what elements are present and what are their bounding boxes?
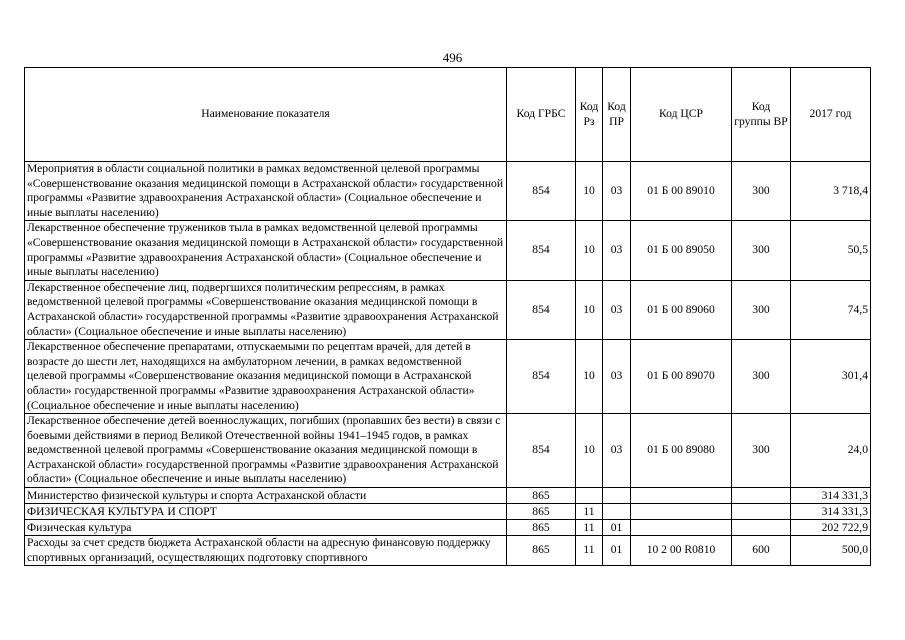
row-vr: 300 (732, 221, 791, 280)
row-rz (576, 488, 603, 504)
row-csr (631, 488, 732, 504)
row-amount: 50,5 (791, 221, 871, 280)
page-number: 496 (442, 50, 463, 65)
row-vr (732, 520, 791, 536)
row-vr: 300 (732, 340, 791, 414)
row-csr: 01 Б 00 89060 (631, 280, 732, 339)
table-row (25, 488, 871, 504)
row-name: Лекарственное обеспечение препаратами, отпускаемыми по рецептам врачей, для детей в возрасте до шести лет, находящихся на амбулаторном лечении, в рамках ведомственной целевой программы «Совершенствование оказания медицинской помощи в Астраханской области» государственной программы «Развитие здравоохранения Астраханской области» (Социальное обеспечение и иные выплаты населению) (25, 340, 507, 414)
row-vr: 600 (732, 536, 791, 566)
row-pr: 03 (603, 162, 631, 221)
row-amount: 202 722,9 (791, 520, 871, 536)
row-name: Мероприятия в области социальной политики в рамках ведомственной целевой программы «Совершенствование оказания медицинской помощи в Астраханской области» государственной программы «Развитие здравоохранения Астраханской области» (Социальное обеспечение и иные выплаты населению) (25, 162, 507, 221)
row-csr: 01 Б 00 89070 (631, 340, 732, 414)
row-vr (732, 488, 791, 504)
row-amount: 314 331,3 (791, 488, 871, 504)
row-pr: 01 (603, 520, 631, 536)
row-name: ФИЗИЧЕСКАЯ КУЛЬТУРА И СПОРТ (25, 504, 507, 520)
row-grbs: 865 (507, 536, 576, 566)
row-name: Лекарственное обеспечение тружеников тыла в рамках ведомственной целевой программы «Совершенствование оказания медицинской помощи в Астраханской области» государственной программы «Развитие здравоохранения Астраханской области» (Социальное обеспечение и иные выплаты населению) (25, 221, 507, 280)
header-rz: Код Рз (576, 68, 603, 162)
row-csr: 01 Б 00 89080 (631, 414, 732, 488)
row-grbs: 854 (507, 280, 576, 339)
row-vr: 300 (732, 414, 791, 488)
table-row (25, 280, 871, 339)
row-pr: 03 (603, 221, 631, 280)
row-rz: 11 (576, 536, 603, 566)
row-grbs: 854 (507, 414, 576, 488)
header-row (25, 68, 871, 162)
row-grbs: 865 (507, 488, 576, 504)
row-vr: 300 (732, 280, 791, 339)
header-pr: Код ПР (603, 68, 631, 162)
row-csr: 01 Б 00 89050 (631, 221, 732, 280)
row-name: Физическая культура (25, 520, 507, 536)
row-name: Лекарственное обеспечение лиц, подвергшихся политическим репрессиям, в рамках ведомственной целевой программы «Совершенствование оказания медицинской помощи в Астраханской области» государственной программы «Развитие здравоохранения Астраханской области» (Социальное обеспечение и иные выплаты населению) (25, 280, 507, 339)
header-name: Наименование показателя (25, 68, 507, 162)
row-csr (631, 504, 732, 520)
row-csr: 10 2 00 R0810 (631, 536, 732, 566)
row-rz: 10 (576, 162, 603, 221)
row-pr (603, 488, 631, 504)
header-vr: Код группы ВР (732, 68, 791, 162)
row-rz: 10 (576, 221, 603, 280)
row-grbs: 865 (507, 520, 576, 536)
row-rz: 11 (576, 504, 603, 520)
row-grbs: 865 (507, 504, 576, 520)
budget-table (24, 67, 871, 566)
row-pr: 03 (603, 340, 631, 414)
table-row (25, 340, 871, 414)
table-row (25, 536, 871, 566)
row-amount: 74,5 (791, 280, 871, 339)
row-name: Лекарственное обеспечение детей военнослужащих, погибших (пропавших без вести) в связи с боевыми действиями в период Великой Отечественной войны 1941–1945 годов, в рамках ведомственной целевой программы «Совершенствование оказания медицинской помощи в Астраханской области» государственной программы «Развитие здравоохранения Астраханской области» (Социальное обеспечение и иные выплаты населению) (25, 414, 507, 488)
table-row (25, 221, 871, 280)
row-vr (732, 504, 791, 520)
header-grbs: Код ГРБС (507, 68, 576, 162)
row-rz: 10 (576, 280, 603, 339)
row-amount: 3 718,4 (791, 162, 871, 221)
table-row (25, 162, 871, 221)
row-pr: 03 (603, 280, 631, 339)
header-csr: Код ЦСР (631, 68, 732, 162)
row-pr: 01 (603, 536, 631, 566)
row-name: Министерство физической культуры и спорта Астраханской области (25, 488, 507, 504)
header-year: 2017 год (791, 68, 871, 162)
row-pr: 03 (603, 414, 631, 488)
row-grbs: 854 (507, 162, 576, 221)
table-row (25, 504, 871, 520)
table-row (25, 520, 871, 536)
row-amount: 314 331,3 (791, 504, 871, 520)
row-rz: 10 (576, 414, 603, 488)
row-csr (631, 520, 732, 536)
row-vr: 300 (732, 162, 791, 221)
row-grbs: 854 (507, 340, 576, 414)
row-grbs: 854 (507, 221, 576, 280)
row-amount: 301,4 (791, 340, 871, 414)
table-row (25, 414, 871, 488)
row-amount: 500,0 (791, 536, 871, 566)
row-rz: 10 (576, 340, 603, 414)
row-name: Расходы за счет средств бюджета Астраханской области на адресную финансовую поддержку спортивных организаций, осуществляющих подготовку спортивного (25, 536, 507, 566)
row-csr: 01 Б 00 89010 (631, 162, 732, 221)
row-pr (603, 504, 631, 520)
row-amount: 24,0 (791, 414, 871, 488)
row-rz: 11 (576, 520, 603, 536)
